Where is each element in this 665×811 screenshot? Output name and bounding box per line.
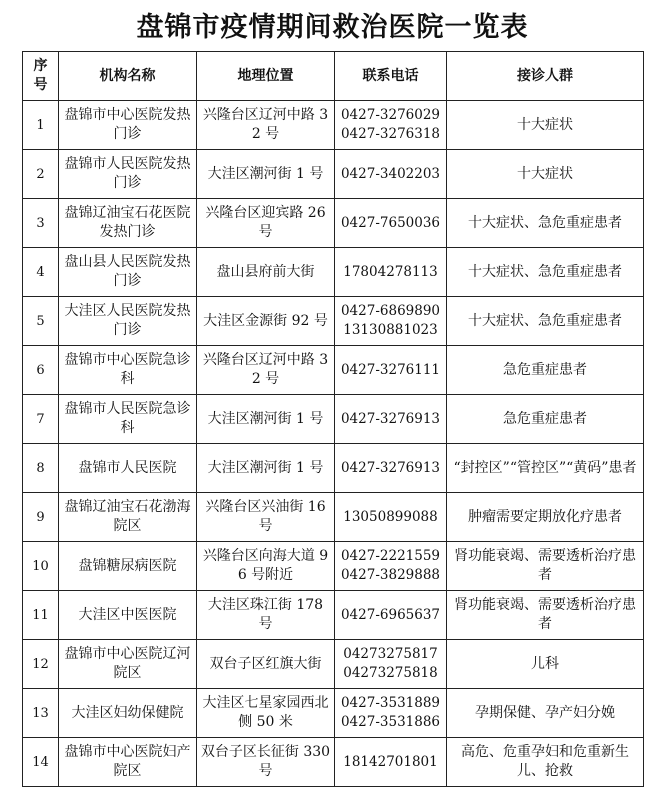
row-phone [335,199,447,248]
table-body [23,101,644,787]
phone-number: 0427-6965637 [340,606,441,623]
row-patients: “封控区”“管控区”“黄码”患者 [447,444,644,493]
phone-number: 0427-2221559 [340,548,441,564]
row-phone [335,640,447,689]
row-address: 盘山县府前大街 [197,248,335,297]
header-index: 序号 [23,52,59,101]
phone-number: 0427-3402203 [340,165,441,182]
row-index: 10 [23,542,59,591]
row-index: 5 [23,297,59,346]
row-phone [335,101,447,150]
row-address: 大洼区潮河街 1 号 [197,395,335,444]
row-patients: 十大症状 [447,101,644,150]
table-header-row [23,52,644,101]
row-index: 7 [23,395,59,444]
row-index: 6 [23,346,59,395]
row-name: 盘锦市人民医院急诊科 [59,395,197,444]
row-address: 兴隆台区辽河中路 32 号 [197,101,335,150]
row-phone [335,493,447,542]
row-address: 大洼区珠江街 178 号 [197,591,335,640]
row-index: 9 [23,493,59,542]
phone-number: 13130881023 [343,322,438,338]
phone-number: 0427-7650036 [340,214,441,231]
hospital-table [22,51,644,787]
row-address: 兴隆台区向海大道 96 号附近 [197,542,335,591]
phone-number: 0427-3276029 [340,107,441,123]
row-address: 大洼区潮河街 1 号 [197,150,335,199]
phone-number: 17804278113 [343,263,438,280]
table-row [23,101,644,150]
row-address: 大洼区潮河街 1 号 [197,444,335,493]
row-phone [335,738,447,787]
row-name: 盘锦糖尿病医院 [59,542,197,591]
row-index: 8 [23,444,59,493]
row-name: 盘锦市中心医院辽河院区 [59,640,197,689]
header-phone: 联系电话 [335,52,447,101]
row-name: 大洼区人民医院发热门诊 [59,297,197,346]
row-phone [335,395,447,444]
row-patients: 十大症状 [447,150,644,199]
row-index: 4 [23,248,59,297]
table-row [23,591,644,640]
row-name: 盘锦市中心医院急诊科 [59,346,197,395]
phone-number: 0427-3531889 [340,695,441,711]
row-phone [335,542,447,591]
row-address: 双台子区红旗大街 [197,640,335,689]
phone-number: 0427-3276913 [340,459,441,476]
row-address: 大洼区七星家园西北侧 50 米 [197,689,335,738]
row-index: 14 [23,738,59,787]
row-name: 大洼区妇幼保健院 [59,689,197,738]
phone-number: 0427-3276318 [340,126,441,142]
row-index: 1 [23,101,59,150]
header-patients: 接诊人群 [447,52,644,101]
row-address: 大洼区金源街 92 号 [197,297,335,346]
table-row [23,444,644,493]
phone-number: 18142701801 [343,753,438,770]
row-phone [335,689,447,738]
row-patients: 孕期保健、孕产妇分娩 [447,689,644,738]
row-index: 2 [23,150,59,199]
phone-number: 04273275818 [343,665,438,681]
row-name: 盘锦辽油宝石花渤海院区 [59,493,197,542]
row-index: 12 [23,640,59,689]
row-name: 大洼区中医医院 [59,591,197,640]
row-index: 11 [23,591,59,640]
row-index: 13 [23,689,59,738]
row-patients: 十大症状、急危重症患者 [447,297,644,346]
row-name: 盘锦市中心医院发热门诊 [59,101,197,150]
table-row [23,150,644,199]
row-patients: 十大症状、急危重症患者 [447,199,644,248]
table-row [23,493,644,542]
row-phone [335,248,447,297]
row-patients: 肿瘤需要定期放化疗患者 [447,493,644,542]
header-address: 地理位置 [197,52,335,101]
row-name: 盘锦市人民医院 [59,444,197,493]
table-row [23,395,644,444]
phone-number: 04273275817 [343,646,438,662]
table-row [23,640,644,689]
row-patients: 肾功能衰竭、需要透析治疗患者 [447,591,644,640]
table-row [23,689,644,738]
phone-number: 13050899088 [343,508,438,525]
row-address: 兴隆台区辽河中路 32 号 [197,346,335,395]
row-patients: 十大症状、急危重症患者 [447,248,644,297]
row-phone [335,150,447,199]
table-row [23,542,644,591]
row-patients: 急危重症患者 [447,346,644,395]
row-patients: 高危、危重孕妇和危重新生儿、抢救 [447,738,644,787]
row-address: 兴隆台区兴油街 16 号 [197,493,335,542]
row-patients: 急危重症患者 [447,395,644,444]
page-title: 盘锦市疫情期间救治医院一览表 [136,12,529,43]
row-phone [335,444,447,493]
table-row [23,346,644,395]
row-patients: 儿科 [447,640,644,689]
row-name: 盘山县人民医院发热门诊 [59,248,197,297]
table-row [23,199,644,248]
phone-number: 0427-3531886 [340,714,441,730]
table-row [23,297,644,346]
row-index: 3 [23,199,59,248]
row-patients: 肾功能衰竭、需要透析治疗患者 [447,542,644,591]
phone-number: 0427-3829888 [340,567,441,583]
phone-number: 0427-3276913 [340,410,441,427]
row-phone [335,297,447,346]
row-name: 盘锦市人民医院发热门诊 [59,150,197,199]
row-address: 兴隆台区迎宾路 26 号 [197,199,335,248]
phone-number: 0427-6869890 [340,303,441,319]
header-name: 机构名称 [59,52,197,101]
row-phone [335,346,447,395]
row-name: 盘锦辽油宝石花医院发热门诊 [59,199,197,248]
row-address: 双台子区长征街 330 号 [197,738,335,787]
row-phone [335,591,447,640]
table-row [23,738,644,787]
table-row [23,248,644,297]
row-name: 盘锦市中心医院妇产院区 [59,738,197,787]
phone-number: 0427-3276111 [340,361,441,378]
